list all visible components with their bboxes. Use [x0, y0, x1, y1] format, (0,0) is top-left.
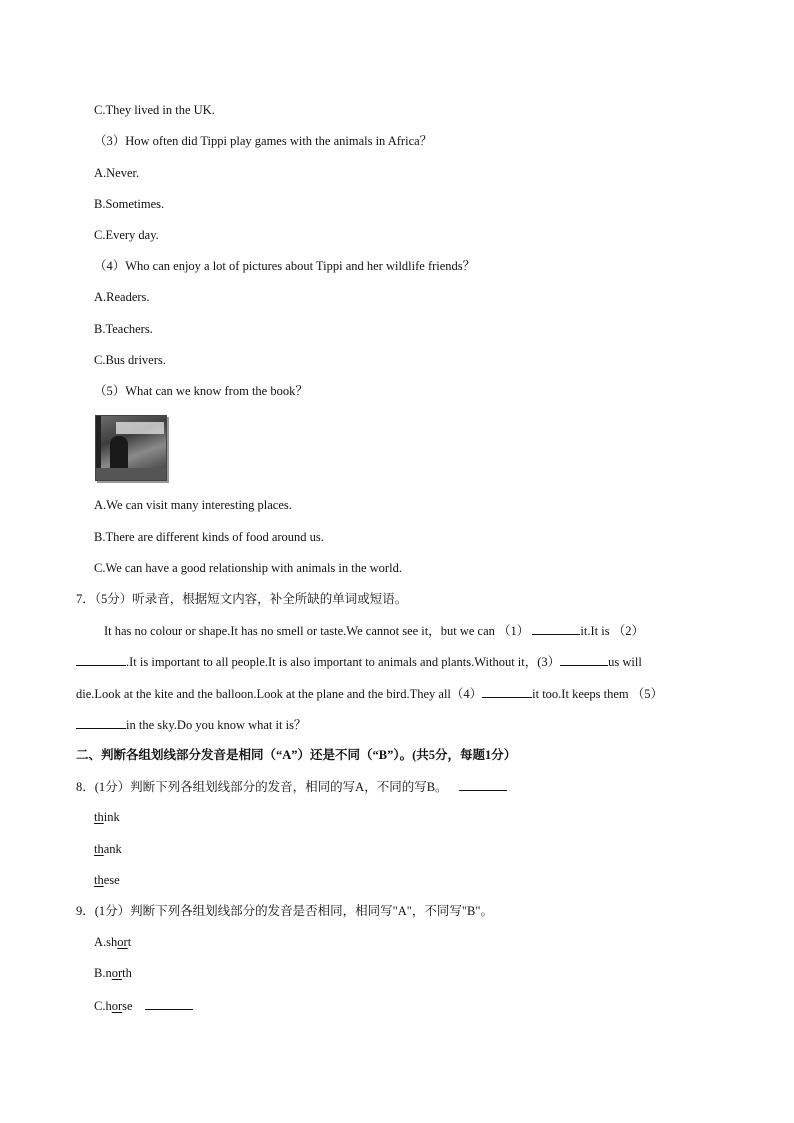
q8-heading-text: 8．(1分）判断下列各组划线部分的发音，相同的写A，不同的写B。 [76, 780, 448, 794]
q8-word-2 [94, 841, 122, 857]
q7-text: die.Look at the kite and the balloon.Look at the plane and the bird.They all（4） [76, 687, 483, 701]
q6-item3-option-a: A.Never. [94, 166, 140, 180]
q7-blank-4[interactable] [482, 685, 532, 698]
q6-item3-option-b: B.Sometimes. [94, 197, 165, 211]
q8-heading [76, 778, 507, 795]
q7-text: it.It is （2） [580, 624, 644, 638]
q6-item4-option-a: A.Readers. [94, 290, 150, 304]
q9-option-c [94, 997, 193, 1014]
underlined-part: th [94, 873, 104, 887]
section-2-heading: 二、判断各组划线部分发音是相同（“A”）还是不同（“B”）。(共5分，每题1分） [76, 748, 517, 762]
q7-blank-3[interactable] [560, 653, 608, 666]
q7-heading: 7．（5分）听录音，根据短文内容，补全所缺的单词或短语。 [76, 592, 408, 606]
q6-item4-option-b: B.Teachers. [94, 322, 153, 336]
word-rest: se [122, 999, 133, 1013]
q7-blank-5[interactable] [76, 716, 126, 729]
q7-text: in the sky.Do you know what it is？ [126, 718, 307, 732]
q6-item3-option-c: C.Every day. [94, 228, 159, 242]
q7-passage-line-4 [76, 716, 306, 733]
q9-option-b [94, 965, 132, 981]
word-rest: ank [103, 842, 122, 856]
girl-figure [110, 436, 128, 470]
book-title-area [116, 422, 164, 434]
word-prefix: B.n [94, 966, 112, 980]
q7-blank-1[interactable] [532, 622, 580, 635]
q6-item3-question: （3）How often did Tippi play games with the animals in Africa？ [94, 134, 433, 148]
q7-text: us will [608, 655, 642, 669]
underlined-part: or [117, 935, 128, 949]
q6-item5-question: （5）What can we know from the book？ [94, 384, 308, 398]
q6-item5-option-c: C.We can have a good relationship with animals in the world. [94, 561, 402, 575]
savanna-ground [96, 468, 166, 480]
word-rest: ink [103, 810, 120, 824]
q8-word-1 [94, 809, 120, 825]
q7-passage-line-3 [76, 685, 663, 702]
q8-answer-blank[interactable] [459, 778, 507, 791]
word-prefix: C.h [94, 999, 112, 1013]
word-rest: ese [103, 873, 120, 887]
q6-item2-option-c: C.They lived in the UK. [94, 103, 215, 117]
q7-passage-line-2 [76, 653, 642, 670]
q7-blank-2[interactable] [76, 653, 126, 666]
book-cover-image [95, 415, 167, 481]
underlined-part: th [94, 810, 104, 824]
q6-item4-option-c: C.Bus drivers. [94, 353, 166, 367]
underlined-part: or [111, 966, 123, 980]
q6-item4-question: （4）Who can enjoy a lot of pictures about Tippi and her wildlife friends？ [94, 259, 476, 273]
q8-word-3 [94, 872, 120, 888]
underlined-part: or [111, 999, 123, 1013]
q9-option-a [94, 934, 131, 950]
underlined-part: th [94, 842, 104, 856]
q9-heading: 9．(1分）判断下列各组划线部分的发音是否相同，相同写"A"，不同写"B"。 [76, 904, 493, 918]
q6-item5-option-b: B.There are different kinds of food around us. [94, 530, 324, 544]
q9-answer-blank[interactable] [145, 997, 193, 1010]
word-prefix: A.sh [94, 935, 118, 949]
q7-passage-line-1 [104, 622, 644, 639]
word-rest: t [127, 935, 132, 949]
q7-text: it too.It keeps them （5） [532, 687, 664, 701]
q7-text: It has no colour or shape.It has no smell or taste.We cannot see it，but we can （1） [104, 624, 530, 638]
word-rest: th [122, 966, 132, 980]
q6-item5-option-a: A.We can visit many interesting places. [94, 498, 292, 512]
q7-text: .It is important to all people.It is also important to animals and plants.Without it，(3） [126, 655, 561, 669]
